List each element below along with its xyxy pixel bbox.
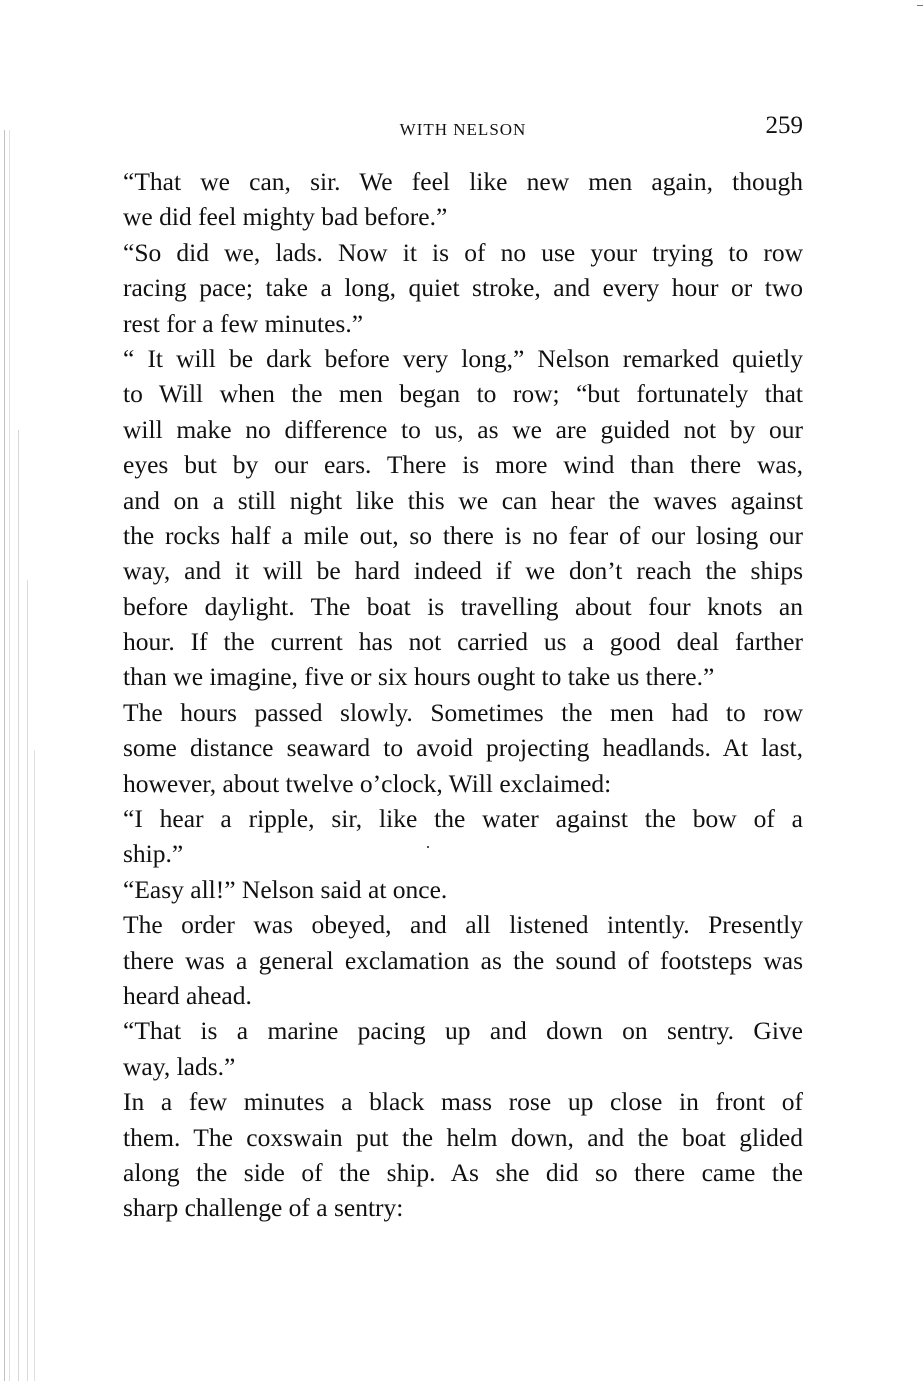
text-line: some distance seaward to avoid projecting headlands. At last, xyxy=(123,733,803,763)
text-line: way, and it will be hard indeed if we don’t reach the ships xyxy=(123,556,803,586)
page-header xyxy=(123,112,803,146)
text-line: there was a general exclamation as the sound of footsteps was xyxy=(123,945,803,975)
text-line: them. The coxswain put the helm down, and the boat glided xyxy=(123,1122,803,1152)
text-line: “Easy all!” Nelson said at once. xyxy=(123,874,448,904)
text-line: to Will when the men began to row; “but fortunately that xyxy=(123,379,803,409)
paragraph xyxy=(123,164,803,235)
running-title: WITH NELSON xyxy=(399,120,527,139)
page-number: 259 xyxy=(765,112,803,139)
text-line: “ It will be dark before very long,” Nelson remarked quietly xyxy=(123,343,803,373)
text-line: “That we can, sir. We feel like new men again, though xyxy=(123,167,803,196)
text-line: ship.” xyxy=(123,839,184,869)
text-line: The hours passed slowly. Sometimes the men had to row xyxy=(123,697,803,727)
text-line: we did feel mighty bad before.” xyxy=(123,202,448,232)
text-line: however, about twelve o’clock, Will exclaimed: xyxy=(123,768,612,798)
scan-speck xyxy=(427,846,429,848)
text-line: rest for a few minutes.” xyxy=(123,308,364,338)
text-line: before daylight. The boat is travelling about four knots an xyxy=(123,591,803,621)
text-line: “That is a marine pacing up and down on sentry. Give xyxy=(123,1016,803,1046)
page-body xyxy=(123,164,803,1226)
text-line: racing pace; take a long, quiet stroke, and every hour or two xyxy=(123,273,803,303)
paragraph xyxy=(123,907,803,1013)
text-line: In a few minutes a black mass rose up close in front of xyxy=(123,1087,803,1117)
text-line: “I hear a ripple, sir, like the water against the bow of a xyxy=(123,804,803,834)
paragraph xyxy=(123,1013,803,1084)
binding-gutter-shadow xyxy=(0,130,42,1381)
text-line: way, lads.” xyxy=(123,1051,236,1081)
paragraph xyxy=(123,341,803,695)
text-line: and on a still night like this we can hear the waves against xyxy=(123,485,803,515)
paragraph xyxy=(123,695,803,801)
scan-edge-mark xyxy=(917,5,923,6)
text-line: eyes but by our ears. There is more wind than there was, xyxy=(123,450,803,480)
paragraph xyxy=(123,801,803,872)
text-line: hour. If the current has not carried us a good deal farther xyxy=(123,627,803,657)
text-line: heard ahead. xyxy=(123,980,252,1010)
paragraph xyxy=(123,235,803,341)
text-line: “So did we, lads. Now it is of no use your trying to row xyxy=(123,237,803,267)
text-line: The order was obeyed, and all listened intently. Presently xyxy=(123,910,803,940)
text-line: the rocks half a mile out, so there is no fear of our losing our xyxy=(123,520,803,550)
text-line: will make no difference to us, as we are guided not by our xyxy=(123,414,803,444)
paragraph xyxy=(123,872,803,907)
text-line: along the side of the ship. As she did so there came the xyxy=(123,1157,803,1187)
paragraph xyxy=(123,1084,803,1226)
text-line: sharp challenge of a sentry: xyxy=(123,1193,404,1223)
text-line: than we imagine, five or six hours ought to take us there.” xyxy=(123,662,715,692)
